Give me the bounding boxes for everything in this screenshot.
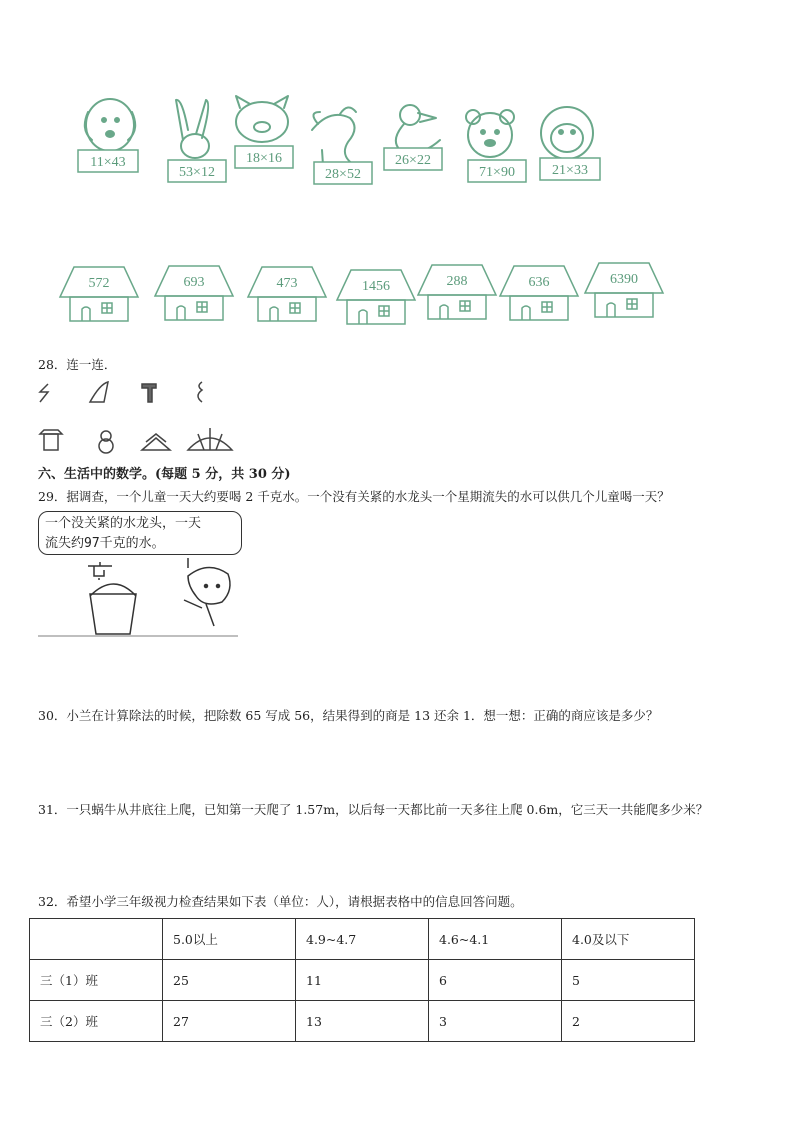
table-cell: 27	[163, 1001, 296, 1042]
table-cell: 2	[562, 1001, 695, 1042]
table-cell: 5	[562, 960, 695, 1001]
q28-text: 28．连一连．	[38, 357, 117, 372]
table-header-cell: 5.0以上	[163, 919, 296, 960]
snowman-half-icon	[198, 382, 202, 402]
table-cell: 3	[429, 1001, 562, 1042]
sign-label: 28×52	[325, 167, 361, 182]
mushroom-house-icon	[40, 430, 62, 450]
house-label: 572	[88, 276, 110, 291]
house-label: 636	[528, 275, 550, 290]
house-label: 6390	[610, 272, 638, 287]
q30-text: 30．小兰在计算除法的时候，把除数 65 写成 56，结果得到的商是 13 还余 1．想一想：正确的商应该是多少？	[38, 708, 659, 723]
umbrella-shape-icon	[188, 428, 232, 450]
sign-label: 21×33	[552, 163, 588, 178]
house-label: 693	[183, 275, 205, 290]
house-label: 288	[446, 274, 468, 289]
sign-label: 71×90	[479, 165, 515, 180]
monkey-icon	[541, 107, 593, 159]
bucket-icon	[90, 584, 136, 634]
table-cell: 6	[429, 960, 562, 1001]
sign-label: 11×43	[90, 155, 126, 170]
rabbit-icon	[176, 100, 209, 158]
tree-shape-icon	[142, 434, 170, 450]
table-header-cell: 4.9~4.7	[296, 919, 429, 960]
table-header-cell: 4.0及以下	[562, 919, 695, 960]
q32-text: 32．希望小学三年级视力检查结果如下表（单位：人），请根据表格中的信息回答问题。	[38, 894, 523, 909]
pig-icon	[236, 96, 288, 142]
bear-icon	[466, 110, 514, 157]
section-title: 六、生活中的数学。(每题 5 分，共 30 分)	[38, 467, 291, 482]
shapes-matching	[30, 378, 260, 468]
duck-icon	[396, 105, 440, 152]
table-header-cell	[30, 919, 163, 960]
dog-icon	[85, 99, 135, 151]
table-cell: 11	[296, 960, 429, 1001]
hammer-shape-icon	[142, 384, 156, 402]
animals-illustration	[0, 0, 793, 340]
house-label: 1456	[362, 279, 390, 294]
boy-icon	[184, 567, 230, 626]
table-row	[30, 960, 695, 1001]
table-header-row	[30, 919, 695, 960]
table-row	[30, 1001, 695, 1042]
faucet-icon	[88, 562, 112, 576]
speech-bubble: 一个没关紧的水龙头，一天 流失约97千克的水。	[38, 511, 242, 555]
sign-label: 26×22	[395, 153, 431, 168]
sign-label: 53×12	[179, 165, 215, 180]
sign-label: 18×16	[246, 151, 282, 166]
table-cell: 13	[296, 1001, 429, 1042]
house-label: 473	[276, 276, 298, 291]
q29-text: 29．据调查，一个儿童一天大约要喝 2 千克水。一个没有关紧的水龙头一个星期流失的水可以供几个儿童喝一天？	[38, 489, 670, 504]
snowman-icon	[99, 431, 113, 453]
vision-table	[29, 918, 695, 1042]
table-header-cell: 4.6~4.1	[429, 919, 562, 960]
zigzag-shape-icon	[40, 384, 48, 402]
table-cell: 三（2）班	[30, 1001, 163, 1042]
sail-shape-icon	[90, 382, 108, 402]
table-cell: 25	[163, 960, 296, 1001]
table-cell: 三（1）班	[30, 960, 163, 1001]
q31-text: 31．一只蜗牛从井底往上爬，已知第一天爬了 1.57m，以后每一天都比前一天多往上爬 0.6m，它三天一共能爬多少米？	[38, 802, 709, 817]
faucet-boy-illustration	[38, 556, 248, 638]
